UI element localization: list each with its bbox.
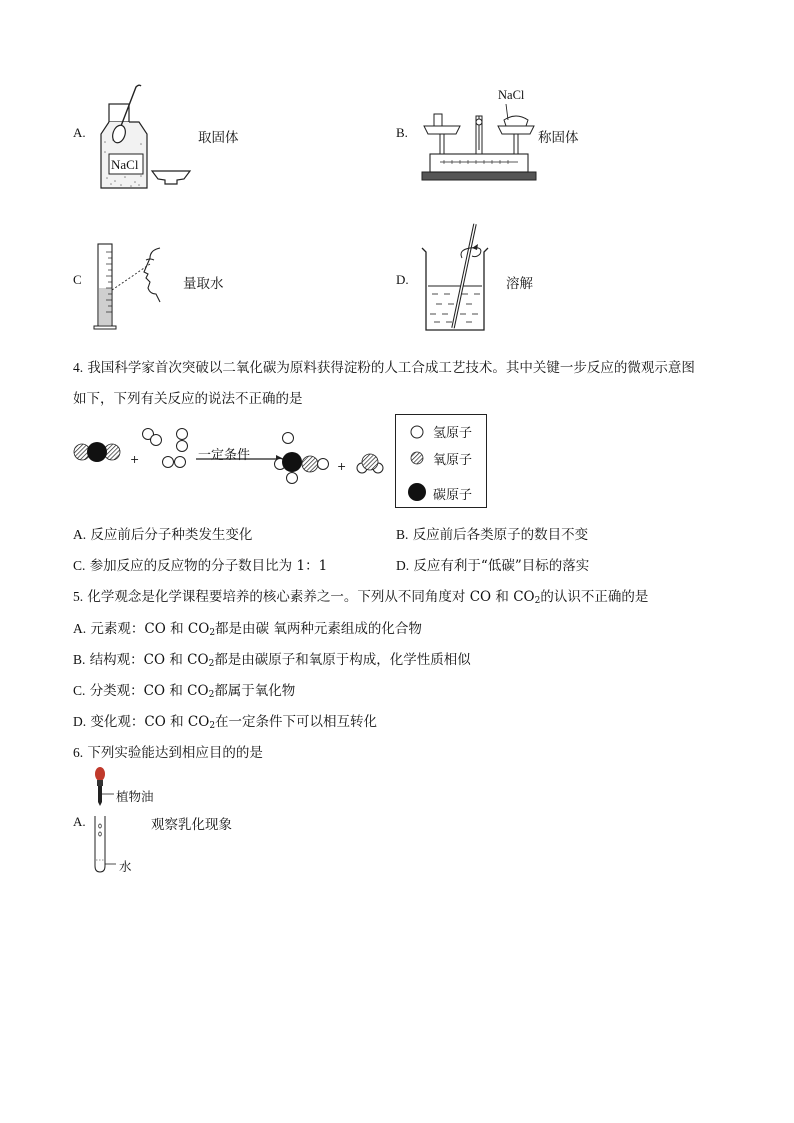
beaker-stirring-illustration	[418, 222, 498, 334]
q5-stem-text-end: 的认识不正确的是	[540, 589, 649, 605]
option-text-end: 都是由碳原子和氧原于构成，化学性质相似	[214, 652, 471, 668]
oil-label: 植物油	[116, 789, 154, 804]
question-number: 6.	[73, 745, 84, 760]
water-label: 水	[119, 859, 132, 874]
reaction-condition: 一定条件	[198, 448, 251, 463]
option-text: 反应前后分子种类发生变化	[90, 527, 253, 543]
option-caption: 观察乳化现象	[151, 817, 232, 833]
legend-hydrogen: 氢原子	[433, 426, 473, 441]
subscript: 2	[208, 659, 215, 669]
option-letter: A.	[73, 814, 86, 829]
q5-option-b	[73, 650, 471, 674]
subscript: 2	[208, 690, 215, 700]
option-letter: D.	[396, 272, 409, 287]
option-letter: D.	[73, 714, 87, 729]
option-text: 反应有利于“低碳”目标的落实	[413, 558, 590, 574]
q4-stem-line1	[73, 358, 695, 378]
question-number: 4.	[73, 360, 84, 375]
option-letter: D.	[396, 558, 410, 573]
pan-label: NaCl	[498, 88, 525, 102]
reagent-jar-illustration	[95, 82, 205, 192]
option-letter: C.	[73, 558, 86, 573]
question-number: 5.	[73, 589, 84, 604]
subscript: 2	[209, 628, 216, 638]
legend-atom-icons	[405, 420, 435, 506]
option-letter: A.	[73, 527, 87, 542]
q5-stem-text: 化学观念是化学课程要培养的核心素养之一。下列从不同角度对 CO 和 CO	[87, 589, 535, 605]
legend-oxygen: 氧原子	[433, 453, 473, 468]
subscript: 2	[534, 596, 541, 606]
q5-stem	[73, 587, 648, 611]
option-caption: 取固体	[198, 130, 239, 146]
option-letter: B.	[396, 527, 409, 542]
legend-carbon: 碳原子	[433, 488, 473, 503]
q5-option-a	[73, 619, 422, 643]
option-text: 变化观：CO 和 CO	[90, 714, 210, 730]
option-letter: C.	[73, 683, 86, 698]
option-text: 反应前后各类原子的数目不变	[412, 527, 589, 543]
q4-option-a	[73, 525, 252, 545]
reaction-plus: +	[130, 453, 140, 466]
option-letter: B.	[396, 125, 408, 140]
option-text: 结构观：CO 和 CO	[89, 652, 209, 668]
balance-illustration	[420, 98, 540, 184]
option-caption: 称固体	[538, 130, 579, 146]
q5-option-c	[73, 681, 295, 705]
option-letter: C	[73, 272, 82, 287]
q4-stem-line2: 如下，下列有关反应的说法不正确的是	[73, 391, 303, 407]
reaction-plus: +	[337, 460, 347, 473]
q6-stem-text: 下列实验能达到相应目的的是	[87, 745, 263, 761]
option-text-end: 都属于氧化物	[214, 683, 296, 699]
q4-option-c	[73, 556, 327, 576]
q6-stem	[73, 743, 263, 763]
option-caption: 量取水	[183, 276, 224, 292]
option-letter: B.	[73, 652, 86, 667]
option-letter: A.	[73, 125, 86, 140]
option-text: 参加反应的反应物的分子数目比为 1：1	[89, 558, 328, 574]
option-text: 元素观：CO 和 CO	[90, 621, 210, 637]
q4-option-b	[396, 525, 588, 545]
option-text-end: 都是由碳 氧两种元素组成的化合物	[215, 621, 422, 637]
option-text: 分类观：CO 和 CO	[89, 683, 209, 699]
option-letter: A.	[73, 621, 87, 636]
q4-option-d	[396, 556, 589, 576]
graduated-cylinder-illustration	[92, 242, 182, 332]
option-text-end: 在一定条件下可以相互转化	[215, 714, 378, 730]
subscript: 2	[209, 721, 216, 731]
jar-label: NaCl	[111, 157, 139, 172]
q5-option-d	[73, 712, 377, 736]
q4-stem-text: 我国科学家首次突破以二氧化碳为原料获得淀粉的人工合成工艺技术。其中关键一步反应的微观示意图	[87, 360, 695, 376]
option-caption: 溶解	[506, 276, 533, 292]
